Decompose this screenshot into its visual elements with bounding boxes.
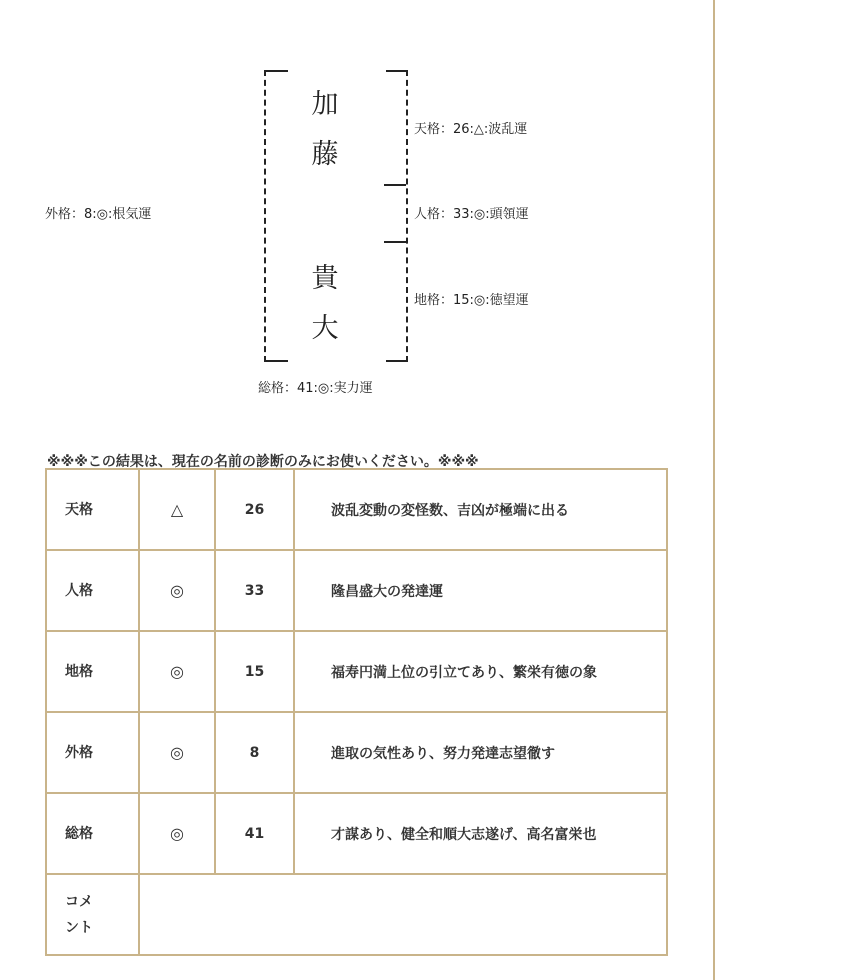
comment-label-cell: [46, 874, 139, 955]
given-char-1: 貴: [311, 263, 339, 294]
right-bracket: [386, 70, 408, 362]
row-label-cell: [46, 631, 139, 712]
table-row: [46, 550, 667, 631]
row-label: 地格: [65, 663, 93, 680]
row-number: 41: [215, 793, 294, 874]
row-number: 33: [215, 550, 294, 631]
given-char-2: 大: [311, 313, 339, 344]
surname-char-1: 加: [311, 89, 339, 120]
row-mark: △: [139, 469, 215, 550]
row-number: 8: [215, 712, 294, 793]
divider-tenkaku-jinkaku: [384, 184, 406, 186]
table-row: [46, 469, 667, 550]
table-row: [46, 631, 667, 712]
row-number: 26: [215, 469, 294, 550]
comment-row: [46, 874, 667, 955]
divider-jinkaku-chikaku: [384, 241, 406, 243]
comment-value: [139, 874, 667, 955]
row-label-cell: [46, 469, 139, 550]
row-mark: ◎: [139, 712, 215, 793]
row-description: 隆昌盛大の発達運: [294, 550, 667, 631]
row-label: 外格: [65, 744, 93, 761]
row-description: 波乱変動の変怪数、吉凶が極端に出る: [294, 469, 667, 550]
comment-label: コメント: [65, 893, 93, 936]
row-label-cell: [46, 550, 139, 631]
row-label: 総格: [65, 825, 93, 842]
jinkaku-label: 人格：33:◎:頭領運: [414, 207, 529, 222]
row-description: 福寿円満上位の引立てあり、繁栄有徳の象: [294, 631, 667, 712]
usage-notice: ※※※この結果は、現在の名前の診断のみにお使いください。※※※: [47, 454, 479, 470]
left-bracket: [264, 70, 288, 362]
results-table: [45, 468, 668, 956]
chikaku-label: 地格：15:◎:徳望運: [414, 293, 529, 308]
row-description: 才謀あり、健全和順大志遂げ、高名富栄也: [294, 793, 667, 874]
tenkaku-label: 天格：26:△:波乱運: [414, 122, 528, 137]
table-row: [46, 712, 667, 793]
row-mark: ◎: [139, 631, 215, 712]
gaikaku-label: 外格：8:◎:根気運: [45, 207, 152, 222]
soukaku-label: 総格：41:◎:実力運: [258, 381, 373, 396]
row-mark: ◎: [139, 793, 215, 874]
row-label-cell: [46, 793, 139, 874]
page-right-border: [713, 0, 715, 980]
table-row: [46, 793, 667, 874]
surname-char-2: 藤: [311, 139, 339, 170]
row-description: 進取の気性あり、努力発達志望徹す: [294, 712, 667, 793]
row-mark: ◎: [139, 550, 215, 631]
row-label: 天格: [65, 501, 93, 518]
name-diagram: [0, 0, 713, 420]
row-label: 人格: [65, 582, 93, 599]
row-label-cell: [46, 712, 139, 793]
row-number: 15: [215, 631, 294, 712]
